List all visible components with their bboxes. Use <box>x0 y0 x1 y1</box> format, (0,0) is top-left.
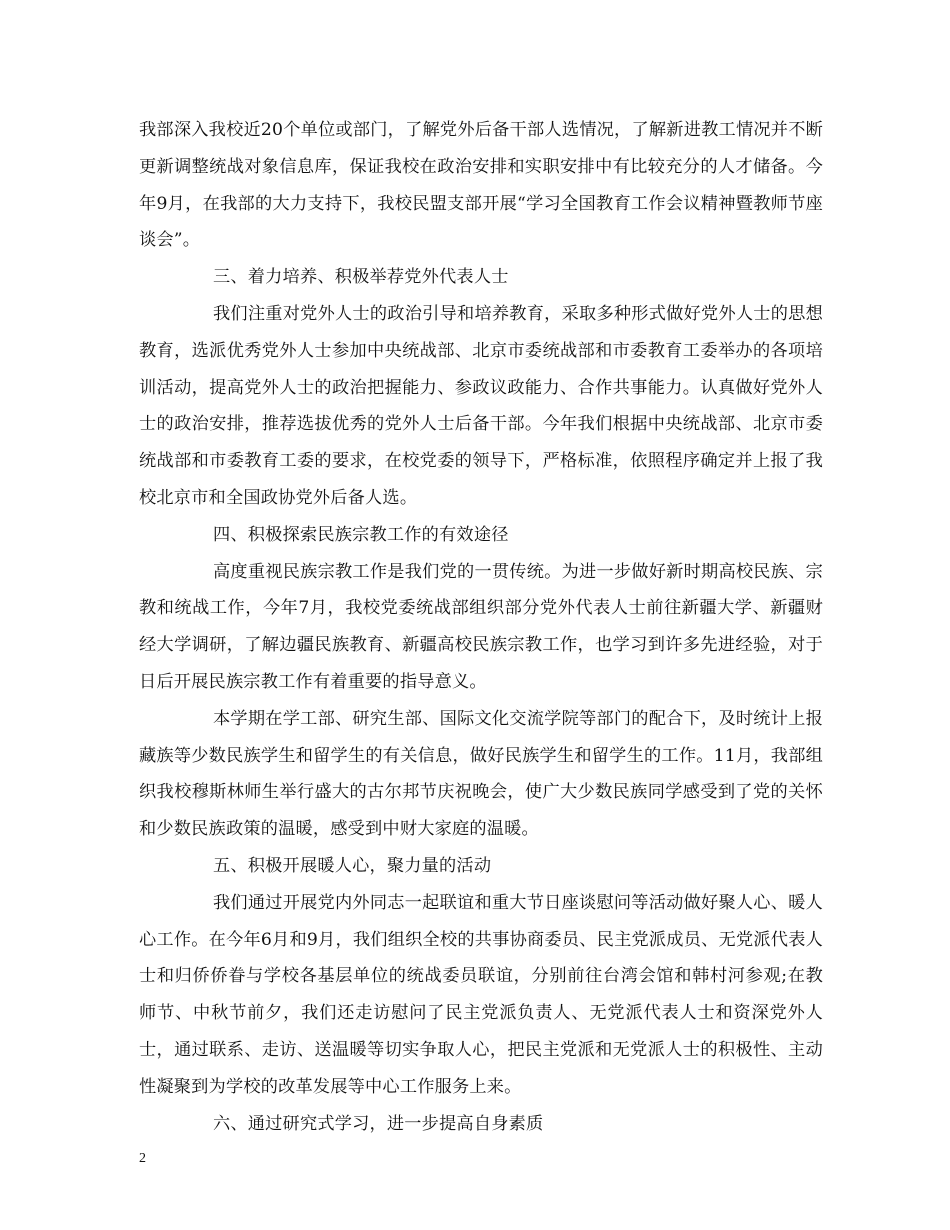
paragraph: 我部深入我校近20个单位或部门，了解党外后备干部人选情况，了解新进教工情况并不断更新调整统战对象信息库，保证我校在政治安排和实职安排中有比较充分的人才储备。今年9月，在我部的大力支持下，我校民盟支部开展“学习全国教育工作会议精神暨教师节座谈会”。 <box>139 120 823 251</box>
paragraph: 本学期在学工部、研究生部、国际文化交流学院等部门的配合下，及时统计上报藏族等少数民族学生和留学生的有关信息，做好民族学生和留学生的工作。11月，我部组织我校穆斯林师生举行盛大的古尔邦节庆祝晚会，使广大少数民族同学感受到了党的关怀和少数民族政策的温暖，感受到中财大家庭的温暖。 <box>139 708 823 840</box>
document-body <box>139 112 823 1142</box>
paragraph: 我们通过开展党内外同志一起联谊和重大节日座谈慰问等活动做好聚人心、暖人心工作。在今年6月和9月，我们组织全校的共事协商委员、民主党派成员、无党派代表人士和归侨侨眷与学校各基层单位的统战委员联谊，分别前往台湾会馆和韩村河参观;在教师节、中秋节前夕，我们还走访慰问了民主党派负责人、无党派代表人士和资深党外人士，通过联系、走访、送温暖等切实争取人心，把民主党派和无党派人士的积极性、主动性凝聚到为学校的改革发展等中心工作服务上来。 <box>139 892 823 1097</box>
section-heading: 三、着力培养、积极举荐党外代表人士 <box>213 267 509 288</box>
section-heading: 四、积极探索民族宗教工作的有效途径 <box>213 524 509 545</box>
page-number: 2 <box>139 1151 146 1166</box>
paragraph: 我们注重对党外人士的政治引导和培养教育，采取多种形式做好党外人士的思想教育，选派优秀党外人士参加中央统战部、北京市委统战部和市委教育工委举办的各项培训活动，提高党外人士的政治把握能力、参政议政能力、合作共事能力。认真做好党外人士的政治安排，推荐选拔优秀的党外人士后备干部。今年我们根据中央统战部、北京市委统战部和市委教育工委的要求，在校党委的领导下，严格标准，依照程序确定并上报了我校北京市和全国政协党外后备人选。 <box>139 303 823 508</box>
section-heading: 六、通过研究式学习，进一步提高自身素质 <box>213 1113 544 1134</box>
paragraph: 高度重视民族宗教工作是我们党的一贯传统。为进一步做好新时期高校民族、宗教和统战工作，今年7月，我校党委统战部组织部分党外代表人士前往新疆大学、新疆财经大学调研，了解边疆民族教育、新疆高校民族宗教工作，也学习到许多先进经验，对于日后开展民族宗教工作有着重要的指导意义。 <box>139 561 823 692</box>
section-heading: 五、积极开展暖人心，聚力量的活动 <box>213 855 492 876</box>
